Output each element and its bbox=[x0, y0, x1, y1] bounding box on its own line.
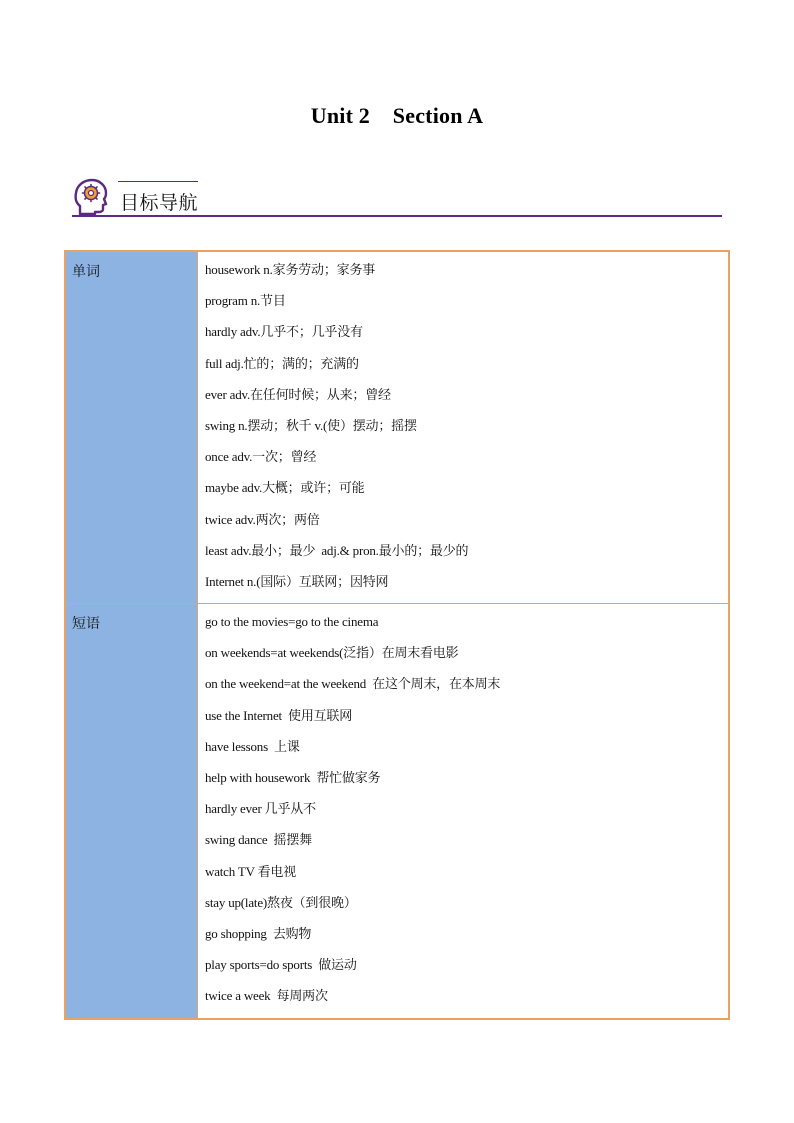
list-item: swing n.摆动；秋千 v.(使）摆动；摇摆 bbox=[205, 417, 417, 433]
list-item: on the weekend=at the weekend 在这个周末，在本周末 bbox=[205, 676, 501, 692]
list-item: have lessons 上课 bbox=[205, 738, 300, 754]
list-item: full adj.忙的；满的；充满的 bbox=[205, 355, 359, 371]
category-label: 单词 bbox=[72, 264, 100, 280]
word-list bbox=[198, 252, 728, 603]
list-item: hardly adv.几乎不；几乎没有 bbox=[205, 324, 363, 340]
category-cell-phrases bbox=[65, 604, 198, 1019]
list-item: ever adv.在任何时候；从来；曾经 bbox=[205, 386, 391, 402]
list-item: stay up(late)熬夜（到很晚） bbox=[205, 894, 357, 910]
list-item: least adv.最小；最少 adj.& pron.最小的；最少的 bbox=[205, 542, 469, 558]
list-item: help with housework 帮忙做家务 bbox=[205, 770, 381, 785]
section-underline bbox=[72, 215, 722, 217]
table-row-words bbox=[65, 251, 729, 604]
list-item: twice a week 每周两次 bbox=[205, 988, 328, 1004]
list-item: swing dance 摇摆舞 bbox=[205, 832, 312, 848]
list-item: Internet n.(国际）互联网；因特网 bbox=[205, 573, 389, 589]
head-gear-icon bbox=[74, 178, 108, 216]
table-row-phrases bbox=[65, 604, 729, 1019]
list-item: maybe adv.大概；或许；可能 bbox=[205, 480, 365, 496]
phrase-list bbox=[198, 604, 728, 1017]
list-item: program n.节目 bbox=[205, 293, 286, 309]
section-label: 目标导航 bbox=[120, 192, 199, 214]
list-item: go shopping 去购物 bbox=[205, 925, 312, 941]
page-title: Unit 2 Section A bbox=[310, 103, 484, 128]
list-item: housework n.家务劳动；家务事 bbox=[205, 262, 376, 277]
list-item: once adv.一次；曾经 bbox=[205, 449, 317, 465]
section-header bbox=[72, 176, 722, 220]
list-item: on weekends=at weekends(泛指）在周末看电影 bbox=[205, 645, 459, 661]
category-label: 短语 bbox=[72, 616, 100, 633]
list-item: hardly ever 几乎从不 bbox=[205, 801, 316, 817]
list-item: go to the movies=go to the cinema bbox=[205, 614, 379, 630]
items-cell-words bbox=[198, 251, 730, 604]
list-item: play sports=do sports 做运动 bbox=[205, 957, 357, 973]
section-top-rule bbox=[118, 181, 198, 182]
list-item: twice adv.两次；两倍 bbox=[205, 511, 320, 527]
list-item: use the Internet 使用互联网 bbox=[205, 707, 353, 723]
items-cell-phrases bbox=[198, 604, 730, 1019]
list-item: watch TV 看电视 bbox=[205, 863, 296, 879]
category-cell-words bbox=[65, 251, 198, 604]
vocabulary-table bbox=[64, 250, 730, 1020]
